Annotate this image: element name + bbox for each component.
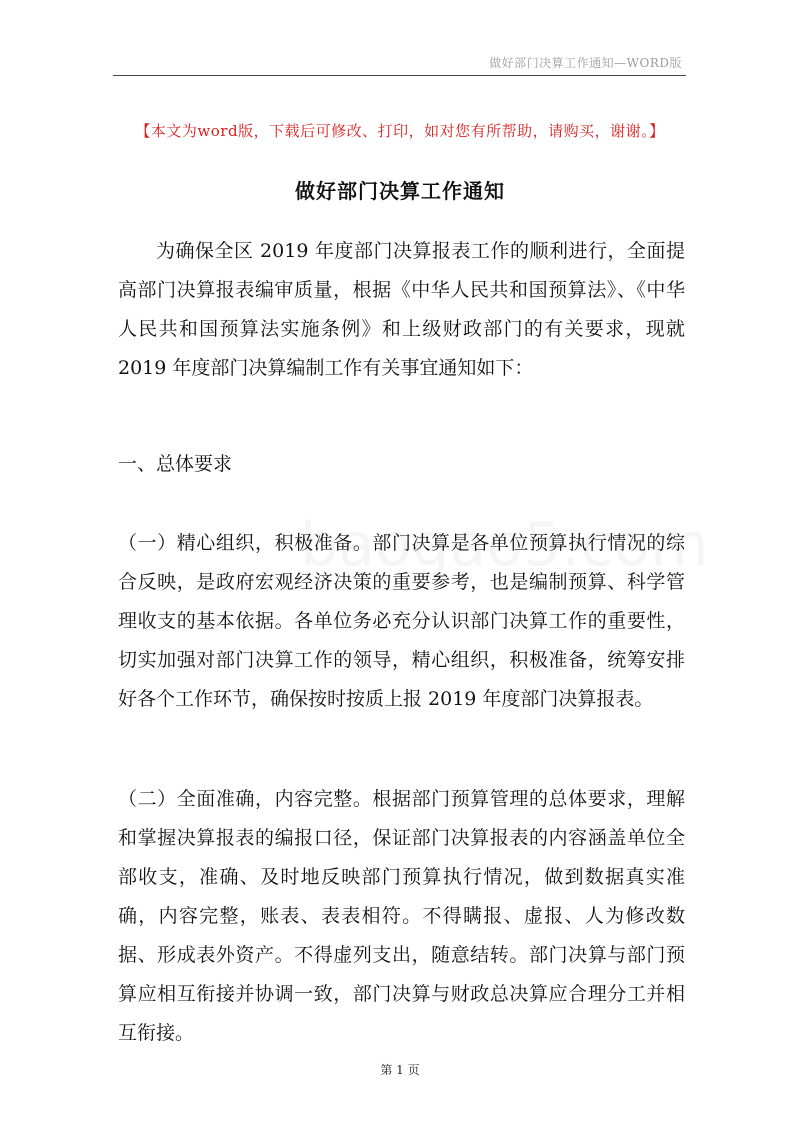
running-header: 做好部门决算工作通知—WORD版 [489,56,682,70]
section-heading-general-requirements: 一、总体要求 [118,453,233,475]
document-title: 做好部门决算工作通知 [295,179,505,203]
header-divider [113,75,686,76]
paragraph-item-1: （一）精心组织，积极准备。部门决算是各单位预算执行情况的综合反映，是政府宏观经济决策的重要参考，也是编制预算、科学管理收支的基本依据。各单位务必充分认识部门决算工作的重要性，切实加强对部门决算工作的领导，精心组织，积极准备，统筹安排好各个工作环节，确保按时按质上报 2019 年度部门决算报表。 [118,532,685,710]
intro-paragraph: 为确保全区 2019 年度部门决算报表工作的顺利进行，全面提高部门决算报表编审质量，根据《中华人民共和国预算法》、《中华人民共和国预算法实施条例》和上级财政部门的有关要求，现就 2019 年度部门决算编制工作有关事宜通知如下： [118,240,685,379]
page-number: 第 1 页 [380,1063,420,1077]
paragraph-item-2: （二）全面准确，内容完整。根据部门预算管理的总体要求，理解和掌握决算报表的编报口径，保证部门决算报表的内容涵盖单位全部收支，准确、及时地反映部门预算执行情况，做到数据真实准确，内容完整，账表、表表相符。不得瞒报、虚报、人为修改数据、形成表外资产。不得虚列支出，随意结转。部门决算与部门预算应相互衔接并协调一致，部门决算与财政总决算应合理分工并相互衔接。 [118,788,685,1044]
download-notice: 【本文为word版，下载后可修改、打印，如对您有所帮助，请购买，谢谢。】 [135,122,665,140]
